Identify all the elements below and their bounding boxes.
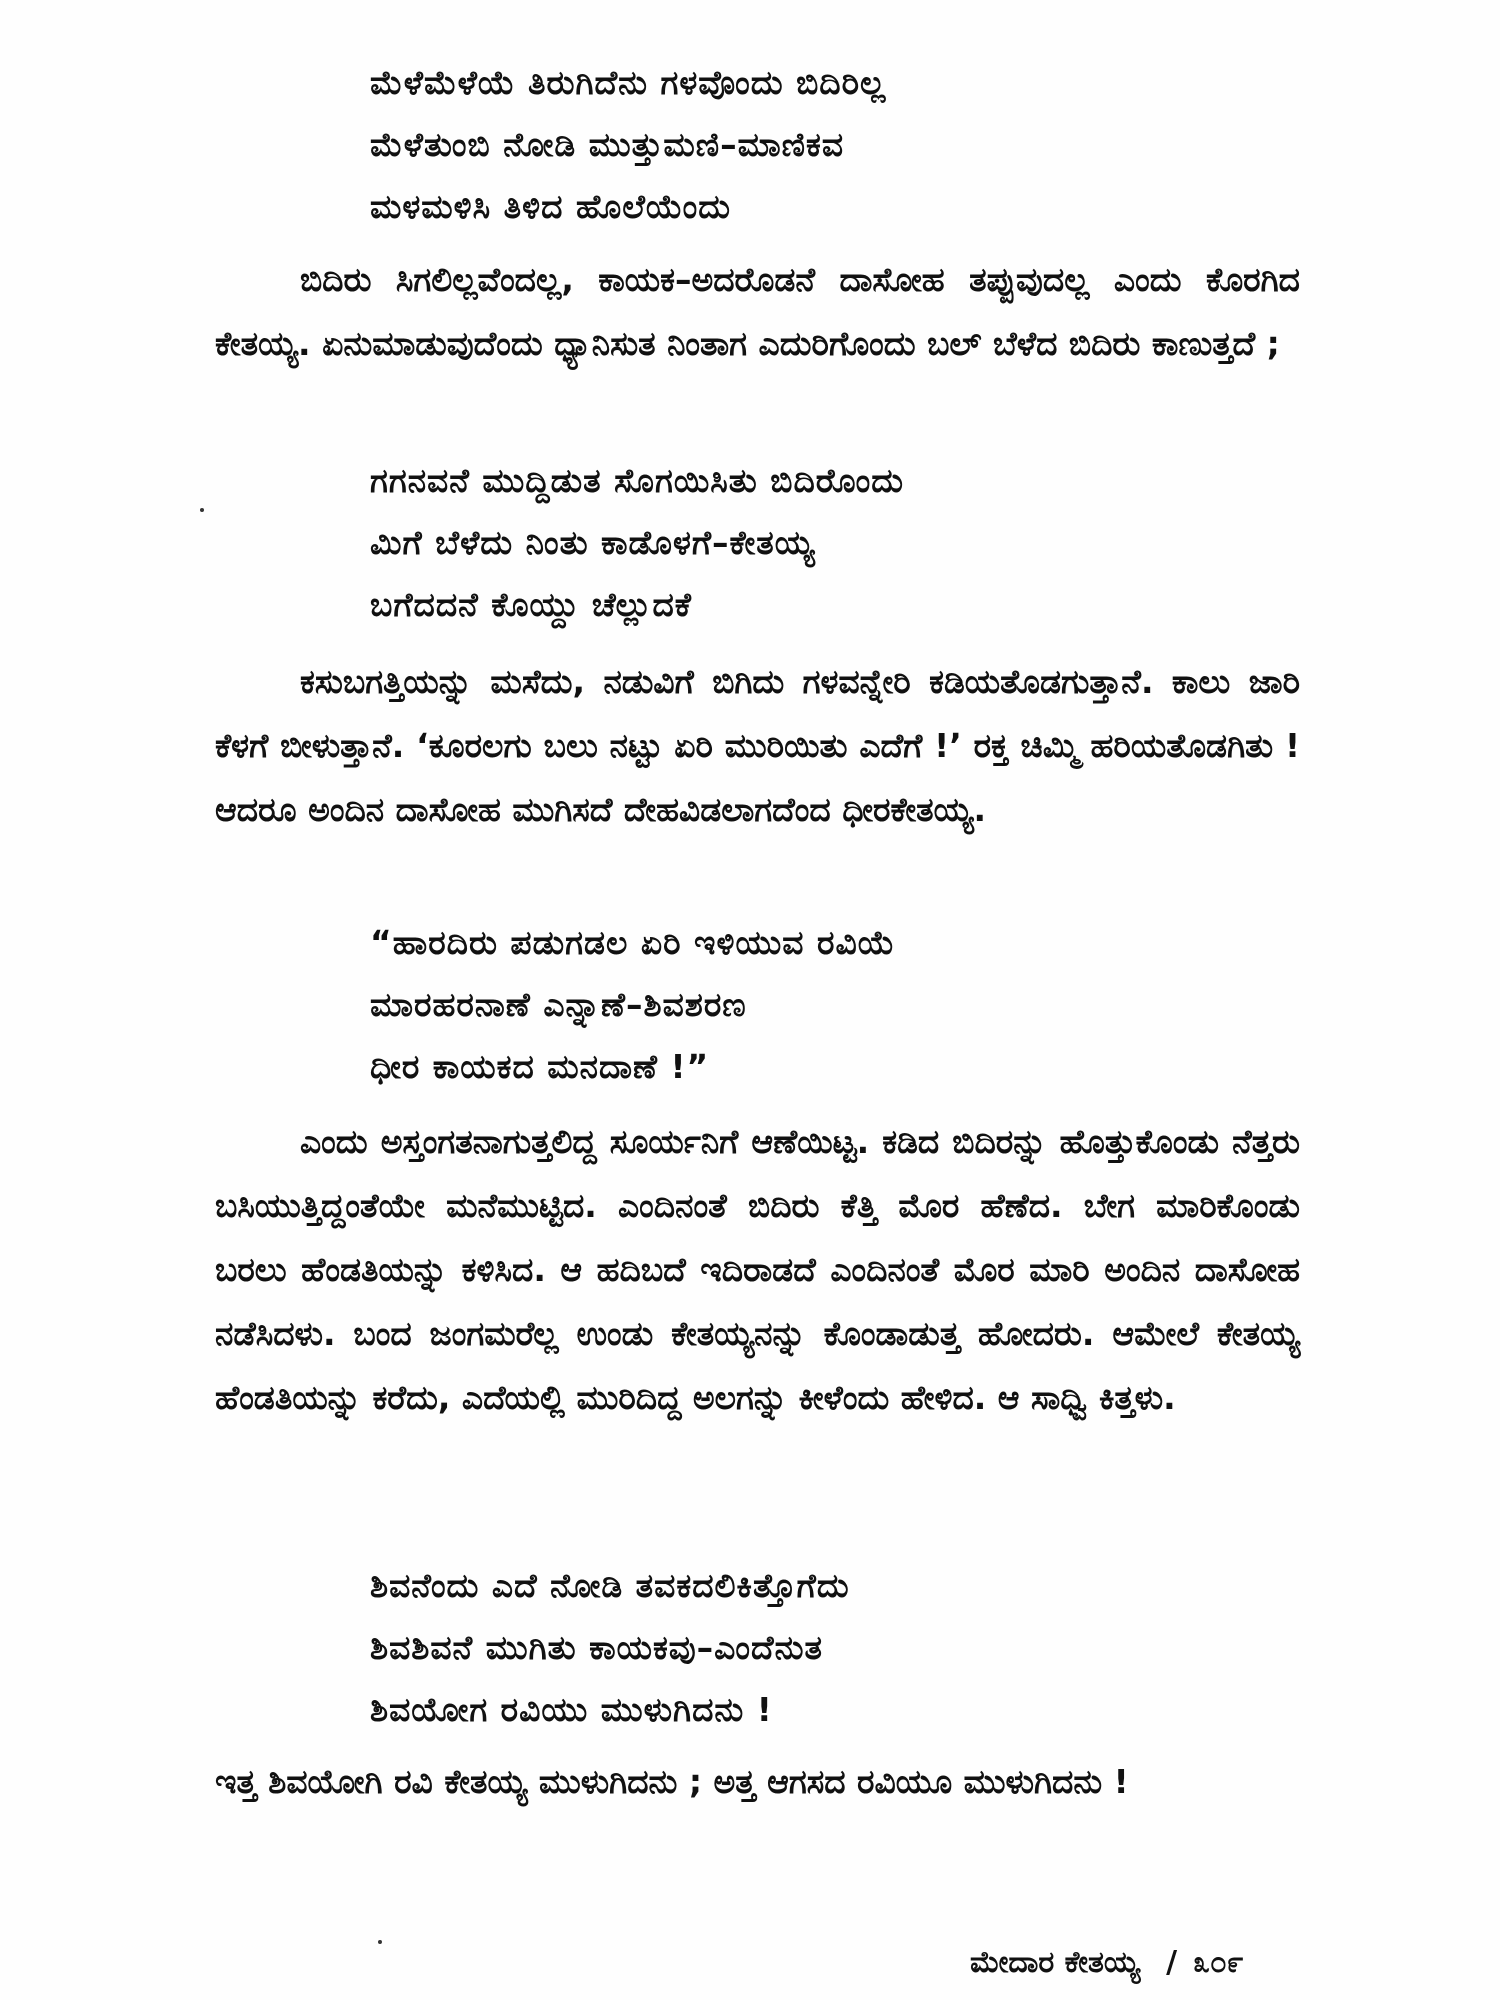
paragraph-1: ಬಿದಿರು ಸಿಗಲಿಲ್ಲವೆಂದಲ್ಲ, ಕಾಯಕ–ಅದರೊಡನೆ ದಾಸೋಹ ತಪ್ಪುವುದಲ್ಲ ಎಂದು ಕೊರಗಿದ ಕೇತಯ್ಯ. ಏನುಮಾಡುವುದೆಂದು ಧ್ಯಾನಿಸುತ ನಿಂತಾಗ ಎದುರಿಗೊಂದು ಬಲ್ ಬೆಳೆದ ಬಿದಿರು ಕಾಣುತ್ತದೆ ; bbox=[215, 260, 1300, 363]
verse-line: ಶಿವನೆಂದು ಎದೆ ನೋಡಿ ತವಕದಲಿಕಿತ್ತೊಗೆದು bbox=[370, 1566, 850, 1605]
paragraph-4: ಇತ್ತ ಶಿವಯೋಗಿ ರವಿ ಕೇತಯ್ಯ ಮುಳುಗಿದನು ; ಅತ್ತ ಆಗಸದ ರವಿಯೂ ಮುಳುಗಿದನು ! bbox=[215, 1762, 1129, 1801]
scan-speck bbox=[378, 1940, 382, 1944]
verse-block-4 bbox=[370, 1555, 1370, 1741]
page-number: ೩೦೯ bbox=[1193, 1945, 1244, 1980]
verse-line: ಶಿವಶಿವನೆ ಮುಗಿತು ಕಾಯಕವು–ಎಂದೆನುತ bbox=[370, 1628, 823, 1667]
scan-speck bbox=[200, 508, 204, 512]
running-title: ಮೇದಾರ ಕೇತಯ್ಯ bbox=[970, 1945, 1141, 1980]
paragraph-2: ಕಸುಬಗತ್ತಿಯನ್ನು ಮಸೆದು, ನಡುವಿಗೆ ಬಿಗಿದು ಗಳವನ್ನೇರಿ ಕಡಿಯತೊಡಗುತ್ತಾನೆ. ಕಾಲು ಜಾರಿ ಕೆಳಗೆ ಬೀಳುತ್ತಾನೆ. ‘ಕೂರಲಗು ಬಲು ನಟ್ಟು ಏರಿ ಮುರಿಯಿತು ಎದೆಗೆ !’ ರಕ್ತ ಚಿಮ್ಮಿ ಹರಿಯತೊಡಗಿತು ! ಆದರೂ ಅಂದಿನ ದಾಸೋಹ ಮುಗಿಸದೆ ದೇಹವಿಡಲಾಗದೆಂದ ಧೀರಕೇತಯ್ಯ. bbox=[215, 662, 1300, 829]
verse-block-2 bbox=[370, 450, 1370, 636]
verse-line: ಮೆಳೆತುಂಬಿ ನೋಡಿ ಮುತ್ತುಮಣಿ–ಮಾಣಿಕವ bbox=[370, 125, 845, 164]
page-footer bbox=[970, 1945, 1244, 1980]
verse-line: ಮಳಮಳಿಸಿ ತಿಳಿದ ಹೊಲೆಯೆಂದು bbox=[370, 187, 732, 226]
verse-line: ಗಗನವನೆ ಮುದ್ದಿಡುತ ಸೊಗಯಿಸಿತು ಬಿದಿರೊಂದು bbox=[370, 461, 905, 500]
footer-separator: / bbox=[1166, 1945, 1178, 1980]
verse-block-3 bbox=[370, 912, 1370, 1098]
paragraph-3: ಎಂದು ಅಸ್ತಂಗತನಾಗುತ್ತಲಿದ್ದ ಸೂರ್ಯನಿಗೆ ಆಣೆಯಿಟ್ಟ. ಕಡಿದ ಬಿದಿರನ್ನು ಹೊತ್ತುಕೊಂಡು ನೆತ್ತರು ಬಸಿಯುತ್ತಿದ್ದಂತೆಯೇ ಮನೆಮುಟ್ಟಿದ. ಎಂದಿನಂತೆ ಬಿದಿರು ಕೆತ್ತಿ ಮೊರ ಹೆಣೆದ. ಬೇಗ ಮಾರಿಕೊಂಡು ಬರಲು ಹೆಂಡತಿಯನ್ನು ಕಳಿಸಿದ. ಆ ಹದಿಬದೆ ಇದಿರಾಡದೆ ಎಂದಿನಂತೆ ಮೊರ ಮಾರಿ ಅಂದಿನ ದಾಸೋಹ ನಡೆಸಿದಳು. ಬಂದ ಜಂಗಮರೆಲ್ಲ ಉಂಡು ಕೇತಯ್ಯನನ್ನು ಕೊಂಡಾಡುತ್ತ ಹೋದರು. ಆಮೇಲೆ ಕೇತಯ್ಯ ಹೆಂಡತಿಯನ್ನು ಕರೆದು, ಎದೆಯಲ್ಲಿ ಮುರಿದಿದ್ದ ಅಲಗನ್ನು ಕೀಳೆಂದು ಹೇಳಿದ. ಆ ಸಾಧ್ವಿ ಕಿತ್ತಳು. bbox=[215, 1122, 1300, 1417]
verse-line: ಮಾರಹರನಾಣೆ ಎನ್ನಾಣೆ–ಶಿವಶರಣ bbox=[370, 985, 747, 1024]
verse-line: ಧೀರ ಕಾಯಕದ ಮನದಾಣೆ !” bbox=[370, 1047, 710, 1086]
verse-line: “ಹಾರದಿರು ಪಡುಗಡಲ ಏರಿ ಇಳಿಯುವ ರವಿಯೆ bbox=[370, 923, 896, 962]
verse-line: ಮಿಗೆ ಬೆಳೆದು ನಿಂತು ಕಾಡೊಳಗೆ–ಕೇತಯ್ಯ bbox=[370, 523, 816, 562]
verse-line: ಬಗೆದದನೆ ಕೊಯ್ದು ಚೆಲ್ಲುದಕೆ bbox=[370, 585, 692, 624]
verse-line: ಶಿವಯೋಗ ರವಿಯು ಮುಳುಗಿದನು ! bbox=[370, 1690, 773, 1729]
verse-line: ಮೆಳೆಮೆಳೆಯೆ ತಿರುಗಿದೆನು ಗಳವೊಂದು ಬಿದಿರಿಲ್ಲ bbox=[370, 63, 887, 102]
verse-block-1 bbox=[370, 52, 1370, 238]
